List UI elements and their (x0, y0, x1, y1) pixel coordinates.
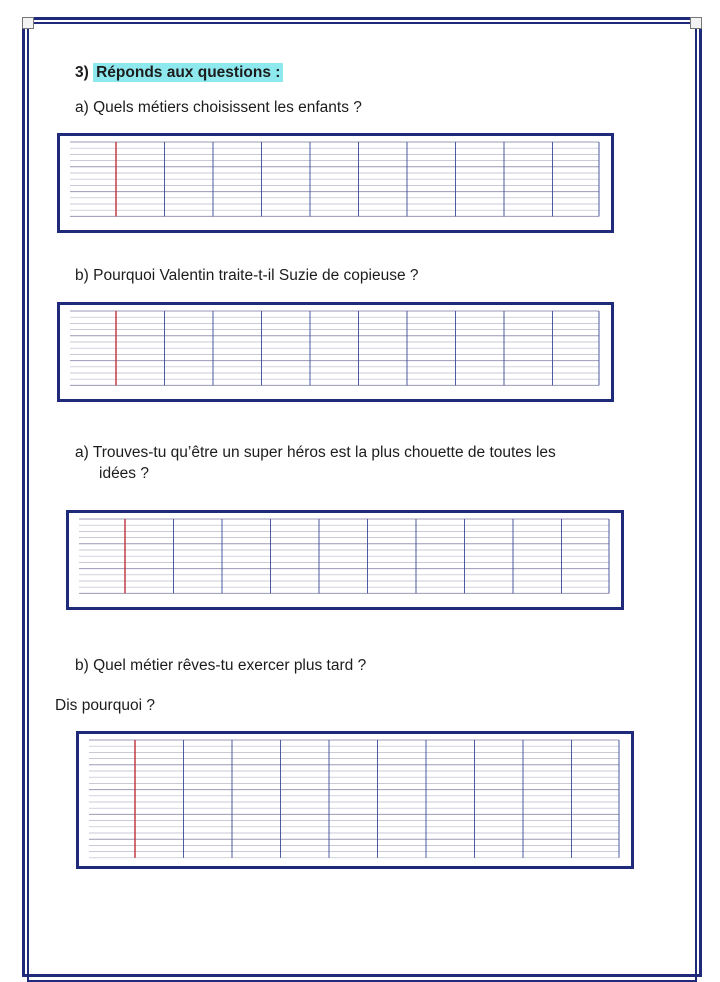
answer-box-2[interactable] (57, 302, 614, 402)
corner-marker-left (22, 17, 34, 29)
question-1-text: Quels métiers choisissent les enfants ? (93, 99, 362, 116)
extra-prompt: Dis pourquoi ? (55, 697, 155, 714)
question-3 (75, 443, 556, 463)
question-3-text: Trouves-tu qu’être un super héros est la plus chouette de toutes les (92, 444, 556, 461)
question-3-continuation: idées ? (99, 465, 149, 482)
question-2-text: Pourquoi Valentin traite-t-il Suzie de copieuse ? (93, 267, 419, 284)
ruled-lines (69, 513, 621, 607)
answer-box-1[interactable] (57, 133, 614, 233)
ruled-lines (60, 305, 611, 399)
ruled-lines (60, 136, 611, 230)
question-1-label: a) (75, 99, 89, 116)
section-number: 3) (75, 64, 89, 81)
corner-marker-right (690, 17, 702, 29)
answer-box-4[interactable] (76, 731, 634, 869)
question-2 (75, 266, 419, 286)
question-3-label: a) (75, 444, 89, 461)
question-2-label: b) (75, 267, 89, 284)
section-heading (75, 63, 283, 83)
answer-box-3[interactable] (66, 510, 624, 610)
question-4-label: b) (75, 657, 89, 674)
question-4 (75, 656, 366, 676)
question-1 (75, 98, 362, 118)
question-4-text: Quel métier rêves-tu exercer plus tard ? (93, 657, 367, 674)
section-title: Réponds aux questions : (93, 63, 283, 82)
ruled-lines (79, 734, 631, 866)
